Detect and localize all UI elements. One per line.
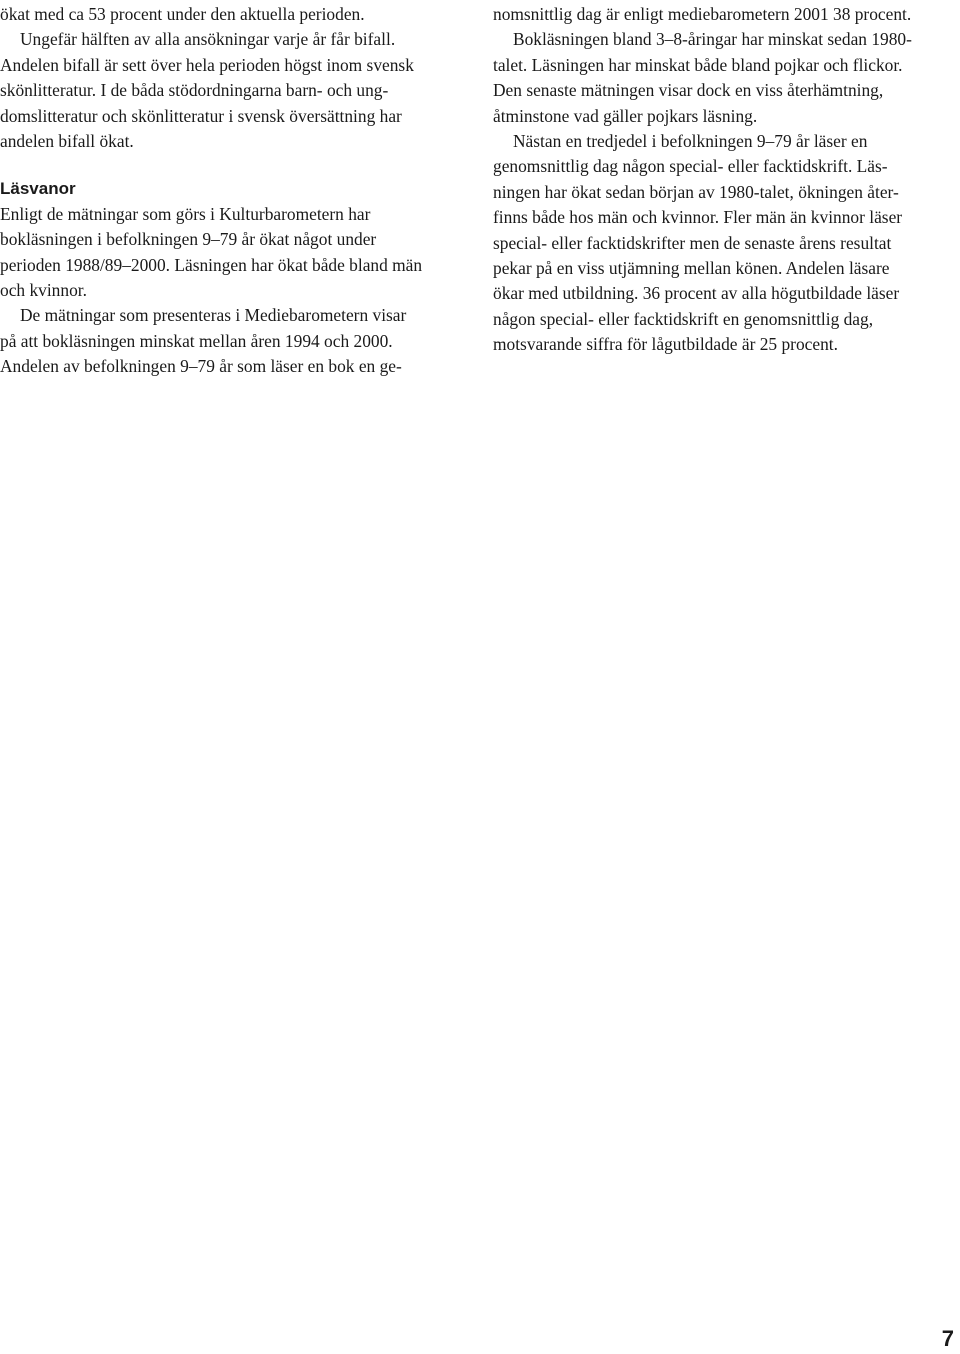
body-text-line: Bokläsningen bland 3–8-åringar har minskat sedan 1980- xyxy=(513,29,912,50)
body-text-line: någon special- eller facktidskrift en genomsnittlig dag, xyxy=(493,308,874,329)
body-text-line: andelen bifall ökat. xyxy=(0,130,134,151)
body-text-line: ökat med ca 53 procent under den aktuella perioden. xyxy=(0,4,365,24)
body-text-line: De mätningar som presenteras i Mediebarometern visar xyxy=(20,305,407,326)
body-text-line: pekar på en viss utjämning mellan könen. Andelen läsare xyxy=(493,257,890,278)
body-text-line: Andelen av befolkningen 9–79 år som läser en bok en ge- xyxy=(0,356,402,377)
body-text-line: finns både hos män och kvinnor. Fler män än kvinnor läser xyxy=(493,207,903,228)
body-text-line: domslitteratur och skönlitteratur i svensk översättning har xyxy=(0,105,402,126)
body-text-line: Andelen bifall är sett över hela perioden högst inom svensk xyxy=(0,54,414,75)
body-text-line: och kvinnor. xyxy=(0,279,87,300)
body-text-line: ökar med utbildning. 36 procent av alla högutbildade läser xyxy=(493,283,900,304)
body-text-line: Ungefär hälften av alla ansökningar varje år får bifall. xyxy=(20,29,396,50)
body-text-line: åtminstone vad gäller pojkars läsning. xyxy=(493,105,758,126)
body-text-line: genomsnittlig dag någon special- eller facktidskrift. Läs- xyxy=(493,156,888,177)
body-text-line: talet. Läsningen har minskat både bland pojkar och flickor. xyxy=(493,54,903,75)
body-text-line: special- eller facktidskrifter men de senaste årens resultat xyxy=(493,232,892,253)
body-text-line: nomsnittlig dag är enligt mediebarometern 2001 38 procent. xyxy=(493,4,912,24)
body-text-line: skönlitteratur. I de båda stödordningarna barn- och ung- xyxy=(0,80,389,101)
body-text-line: Nästan en tredjedel i befolkningen 9–79 år läser en xyxy=(513,130,868,151)
body-text-line: Enligt de mätningar som görs i Kulturbarometern har xyxy=(0,203,371,224)
right-column xyxy=(493,2,955,357)
body-text-line: bokläsningen i befolkningen 9–79 år ökat något under xyxy=(0,229,377,250)
page-number: 7 xyxy=(941,1326,954,1351)
body-text-line: motsvarande siffra för lågutbildade är 25 procent. xyxy=(493,334,838,355)
left-column xyxy=(0,2,468,379)
section-heading: Läsvanor xyxy=(0,179,76,199)
body-text-line: ningen har ökat sedan början av 1980-talet, ökningen åter- xyxy=(493,181,899,202)
body-text-line: på att bokläsningen minskat mellan åren 1994 och 2000. xyxy=(0,330,393,351)
body-text-line: perioden 1988/89–2000. Läsningen har ökat både bland män xyxy=(0,254,423,275)
body-text-line: Den senaste mätningen visar dock en viss återhämtning, xyxy=(493,80,884,101)
